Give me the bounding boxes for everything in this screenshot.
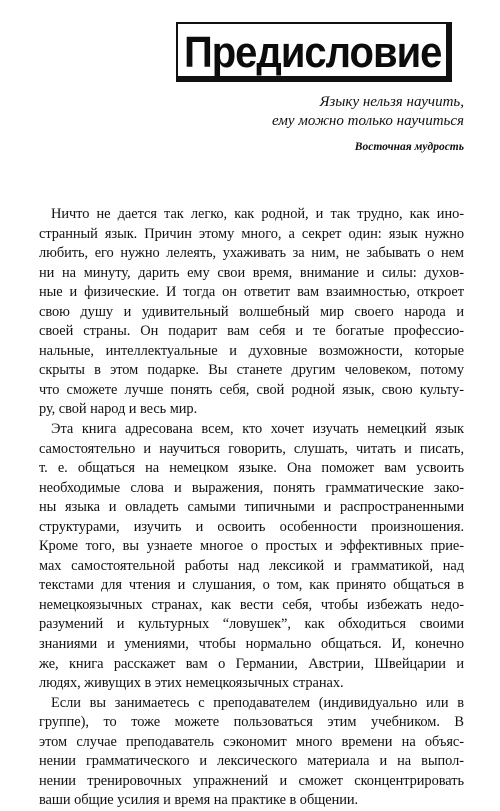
- text-line: нальные, интеллектуальные и духовные возможности, которые: [39, 342, 464, 359]
- text-line: мах самостоятельной работы над лексикой и грамматикой, над: [39, 557, 464, 574]
- epigraph: [272, 93, 464, 154]
- text-line: скрыты в этом подарке. Вы станете другим человеком, потому: [39, 362, 464, 379]
- text-line: что сможете лучше понять себя, свой родной язык, свою культу-: [39, 381, 464, 398]
- text-line: текстами для чтения и слушания, о том, как принято общаться в: [39, 577, 464, 594]
- paragraph-3: [39, 694, 464, 811]
- header-title-box: [176, 22, 452, 82]
- text-line: т. е. общаться на немецком языке. Она поможет вам усвоить: [39, 460, 464, 477]
- text-line: ваши общие усилия и время на практике в общении.: [39, 792, 359, 809]
- text-line: необходимые слова и выражения, понять грамматические зако-: [39, 479, 464, 496]
- text-line: Ничто не дается так легко, как родной, и так трудно, как ино-: [51, 206, 464, 222]
- text-line: Эта книга адресована всем, кто хочет изучать немецкий язык: [51, 421, 464, 438]
- text-line: самостоятельно и научиться говорить, слушать, читать и писать,: [39, 440, 464, 457]
- text-line: своей страны. Он подарит вам себя и те богатые профессио-: [39, 323, 464, 340]
- text-line: структурами, изучить и освоить особенности произношения.: [39, 518, 464, 535]
- text-line: людях, живущих в этих немецкоязычных странах.: [39, 675, 344, 692]
- epigraph-line-1: Языку нельзя научить,: [319, 94, 464, 110]
- page-title: Предисловие: [184, 29, 442, 77]
- text-line: группе), то тоже можете пользоваться этим учебником. В: [39, 714, 464, 731]
- text-line: ны языка и овладеть самыми типичными и распространенными: [39, 499, 464, 516]
- text-line: нении грамматического и лексического материала и на выпол-: [39, 753, 464, 770]
- epigraph-source: Восточная мудрость: [354, 141, 464, 153]
- epigraph-line-2: ему можно только научиться: [272, 113, 464, 129]
- text-line: же, книга расскажет вам о Германии, Австрии, Швейцарии и: [39, 655, 464, 672]
- text-line: ру, свой народ и весь мир.: [39, 401, 198, 418]
- text-line: Кроме того, вы узнаете многое о простых и эффективных прие-: [39, 538, 464, 555]
- text-line: любить, его нужно лелеять, ухаживать за ним, не забывать о нем: [39, 245, 464, 262]
- text-line: немецкоязычных странах, как вести себя, чтобы избежать недо-: [39, 596, 464, 613]
- paragraph-2: [39, 420, 464, 694]
- text-line: знаниями и умениями, чтобы нормально общаться. И, конечно: [39, 636, 464, 653]
- text-line: разумений и культурных “ловушек”, как обходиться своими: [39, 616, 464, 633]
- text-line: свою душу и удивительный волшебный мир своего народа и: [39, 303, 464, 320]
- text-line: нении тренировочных упражнений и сможет сконцентрировать: [39, 772, 464, 789]
- text-line: странный язык. Причин этому много, а секрет один: язык нужно: [39, 225, 464, 242]
- body-text: [39, 205, 464, 811]
- text-line: ные и физические. И тогда он ответит вам взаимностью, откроет: [39, 284, 464, 301]
- text-line: ни на минуту, дарить ему свои время, внимание и силы: духов-: [39, 264, 464, 281]
- text-line: Если вы занимаетесь с преподавателем (индивидуально или в: [51, 694, 464, 711]
- paragraph-1: [39, 205, 464, 420]
- text-line: этом случае преподаватель сэкономит много времени на объяс-: [39, 733, 464, 750]
